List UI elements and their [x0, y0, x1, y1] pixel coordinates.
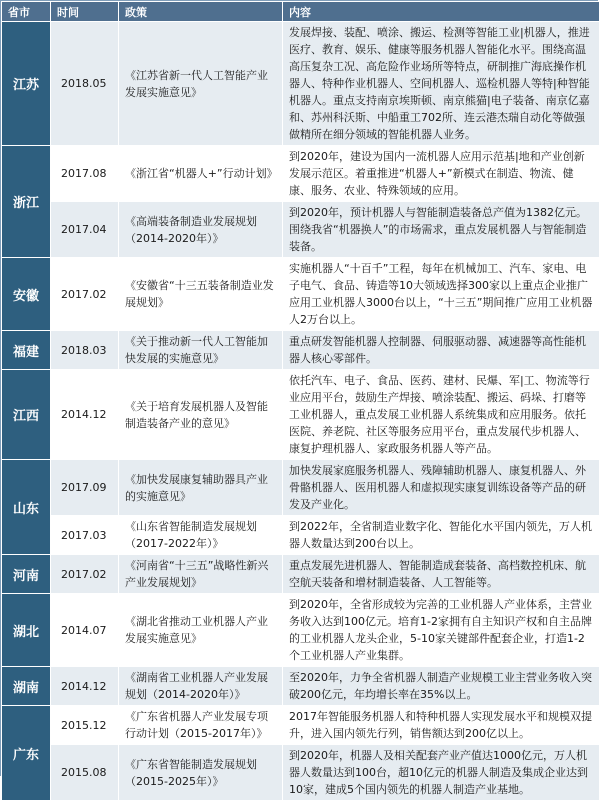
table-row: [2, 555, 600, 594]
table-row: [2, 667, 600, 706]
header-time: 时间: [51, 2, 119, 22]
province-cell: 广东: [2, 706, 51, 801]
policy-cell: 《江苏省新一代人工智能产业发展实施意见》: [119, 22, 283, 146]
policy-cell: 《山东省智能制造发展规划（2017-2022年）》: [119, 516, 283, 555]
time-cell: 2014.12: [51, 370, 119, 460]
time-cell: 2017.09: [51, 460, 119, 516]
time-cell: 2014.07: [51, 594, 119, 667]
content-cell: 2017年智能服务机器人和特种机器人实现发展水平和规模双提升，进入国内领先行列，销售额达到200亿以上。: [283, 706, 600, 745]
province-cell: 山东: [2, 460, 51, 555]
table-row: [2, 22, 600, 146]
policy-cell: 《安徽省“十三五装备制造业发展规划》: [119, 258, 283, 331]
policy-cell: 《湖北省推动工业机器人产业发展实施意见》: [119, 594, 283, 667]
time-cell: 2015.08: [51, 745, 119, 801]
policy-cell: 《广东省智能制造发展规划（2015-2025年）》: [119, 745, 283, 801]
time-cell: 2017.04: [51, 202, 119, 258]
province-cell: 安徽: [2, 258, 51, 331]
time-cell: 2018.05: [51, 22, 119, 146]
policy-cell: 《关于培育发展机器人及智能制造装备产业的意见》: [119, 370, 283, 460]
table-body: [2, 22, 600, 801]
content-cell: 实施机器人“十百千”工程，每年在机械加工、汽车、家电、电子电气、食品、铸造等10大领域选择300家以上重点企业推广应用工业机器人3000台以上，“十三五”期间推广应用工业机器人2万台以上。: [283, 258, 600, 331]
policy-cell: 《河南省“十三五”战略性新兴产业发展规划》: [119, 555, 283, 594]
policy-cell: 《浙江省“机器人+”行动计划》: [119, 146, 283, 202]
policy-cell: 《关于推动新一代人工智能加快发展的实施意见》: [119, 331, 283, 370]
header-policy: 政策: [119, 2, 283, 22]
table-row: [2, 460, 600, 516]
table-row: [2, 594, 600, 667]
time-cell: 2014.12: [51, 667, 119, 706]
content-cell: 至2020年，力争全省机器人制造产业规模工业主营业务收入突破200亿元，年均增长率在35%以上。: [283, 667, 600, 706]
policy-cell: 《湖南省工业机器人产业发展规划（2014-2020年）》: [119, 667, 283, 706]
content-cell: 到2020年，建设为国内一流机器人应用示范基|地和产业创新发展示范区。着重推进“机器人+”新模式在制造、物流、健康、服务、农业、特殊领域的应用。: [283, 146, 600, 202]
content-cell: 到2020年，机器人及相关配套产业产值达1000亿元，万人机器人数量达到100台，超10亿元的机器人制造及集成企业达到10家，建成5个国内领先的机器人制造产业基地。: [283, 745, 600, 801]
policy-cell: 《广东省机器人产业发展专项行动计划（2015-2017年）》: [119, 706, 283, 745]
content-cell: 重点发展先进机器人、智能制造成套装备、高档数控机床、航空航天装备和增材制造装备、人工智能等。: [283, 555, 600, 594]
content-cell: 重点研发智能机器人控制器、伺服驱动器、减速器等高性能机器人核心零部件。: [283, 331, 600, 370]
time-cell: 2018.03: [51, 331, 119, 370]
table-row: [2, 331, 600, 370]
province-cell: 河南: [2, 555, 51, 594]
time-cell: 2017.02: [51, 555, 119, 594]
table-row: [2, 146, 600, 202]
content-cell: 发展焊接、装配、喷涂、搬运、检测等智能工业|机器人，推进医疗、教育、娱乐、健康等服务机器人智能化水平。围绕高温高压复杂工况、高危险作业场所等特点，研制推广海底操作机器人、特种作业机器人、空间机器人、巡检机器人等特|种智能机器人。重点支持南京埃斯顿、南京熊猫|电子装备、南京亿嘉和、苏州科沃斯、中船重工702所、连云港杰瑞自动化等做强做精所在细分领域的智能机器人业务。: [283, 22, 600, 146]
time-cell: 2017.02: [51, 258, 119, 331]
table-row: [2, 370, 600, 460]
content-cell: 加快发展家庭服务机器人、残障辅助机器人、康复机器人、外骨骼机器人、医用机器人和虚拟现实康复训练设备等产品的研发及产业化。: [283, 460, 600, 516]
table-row: [2, 202, 600, 258]
policy-cell: 《高端装备制造业发展规划（2014-2020年）》: [119, 202, 283, 258]
province-cell: 湖南: [2, 667, 51, 706]
content-cell: 依托汽车、电子、食品、医药、建材、民爆、军|工、物流等行业应用平台，鼓励生产焊接、喷涂装配、搬运、码垛、打磨等工业机器人，重点发展工业机器人系统集成和应用服务。依托医院、养老院、社区等服务应用平台，重点发展代步机器人、康复护理机器人、家政服务机器人等产品。: [283, 370, 600, 460]
table-header-row: [2, 2, 600, 22]
policy-table: [1, 1, 600, 801]
time-cell: 2015.12: [51, 706, 119, 745]
content-cell: 到2022年，全省制造业数字化、智能化水平国内领先，万人机器人数量达到200台以上。: [283, 516, 600, 555]
table-row: [2, 706, 600, 745]
table-row: [2, 258, 600, 331]
header-province: 省市: [2, 2, 51, 22]
province-cell: 浙江: [2, 146, 51, 258]
province-cell: 江苏: [2, 22, 51, 146]
time-cell: 2017.08: [51, 146, 119, 202]
time-cell: 2017.03: [51, 516, 119, 555]
content-cell: 到2020年，预计机器人与智能制造装备总产值为1382亿元。围绕我省“机器换人”的市场需求，重点发展机器人与智能制造装备。: [283, 202, 600, 258]
header-content: 内容: [283, 2, 600, 22]
table-row: [2, 745, 600, 801]
policy-cell: 《加快发展康复辅助器具产业的实施意见》: [119, 460, 283, 516]
province-cell: 江西: [2, 370, 51, 460]
content-cell: 到2020年，全省形成较为完善的工业机器人产业体系，主营业务收入达到100亿元。培育1-2家拥有自主知识产权和自主品牌的工业机器人龙头企业，5-10家关键部件配套企业，打造1-2个工业机器人产业集群。: [283, 594, 600, 667]
table-row: [2, 516, 600, 555]
province-cell: 福建: [2, 331, 51, 370]
province-cell: 湖北: [2, 594, 51, 667]
